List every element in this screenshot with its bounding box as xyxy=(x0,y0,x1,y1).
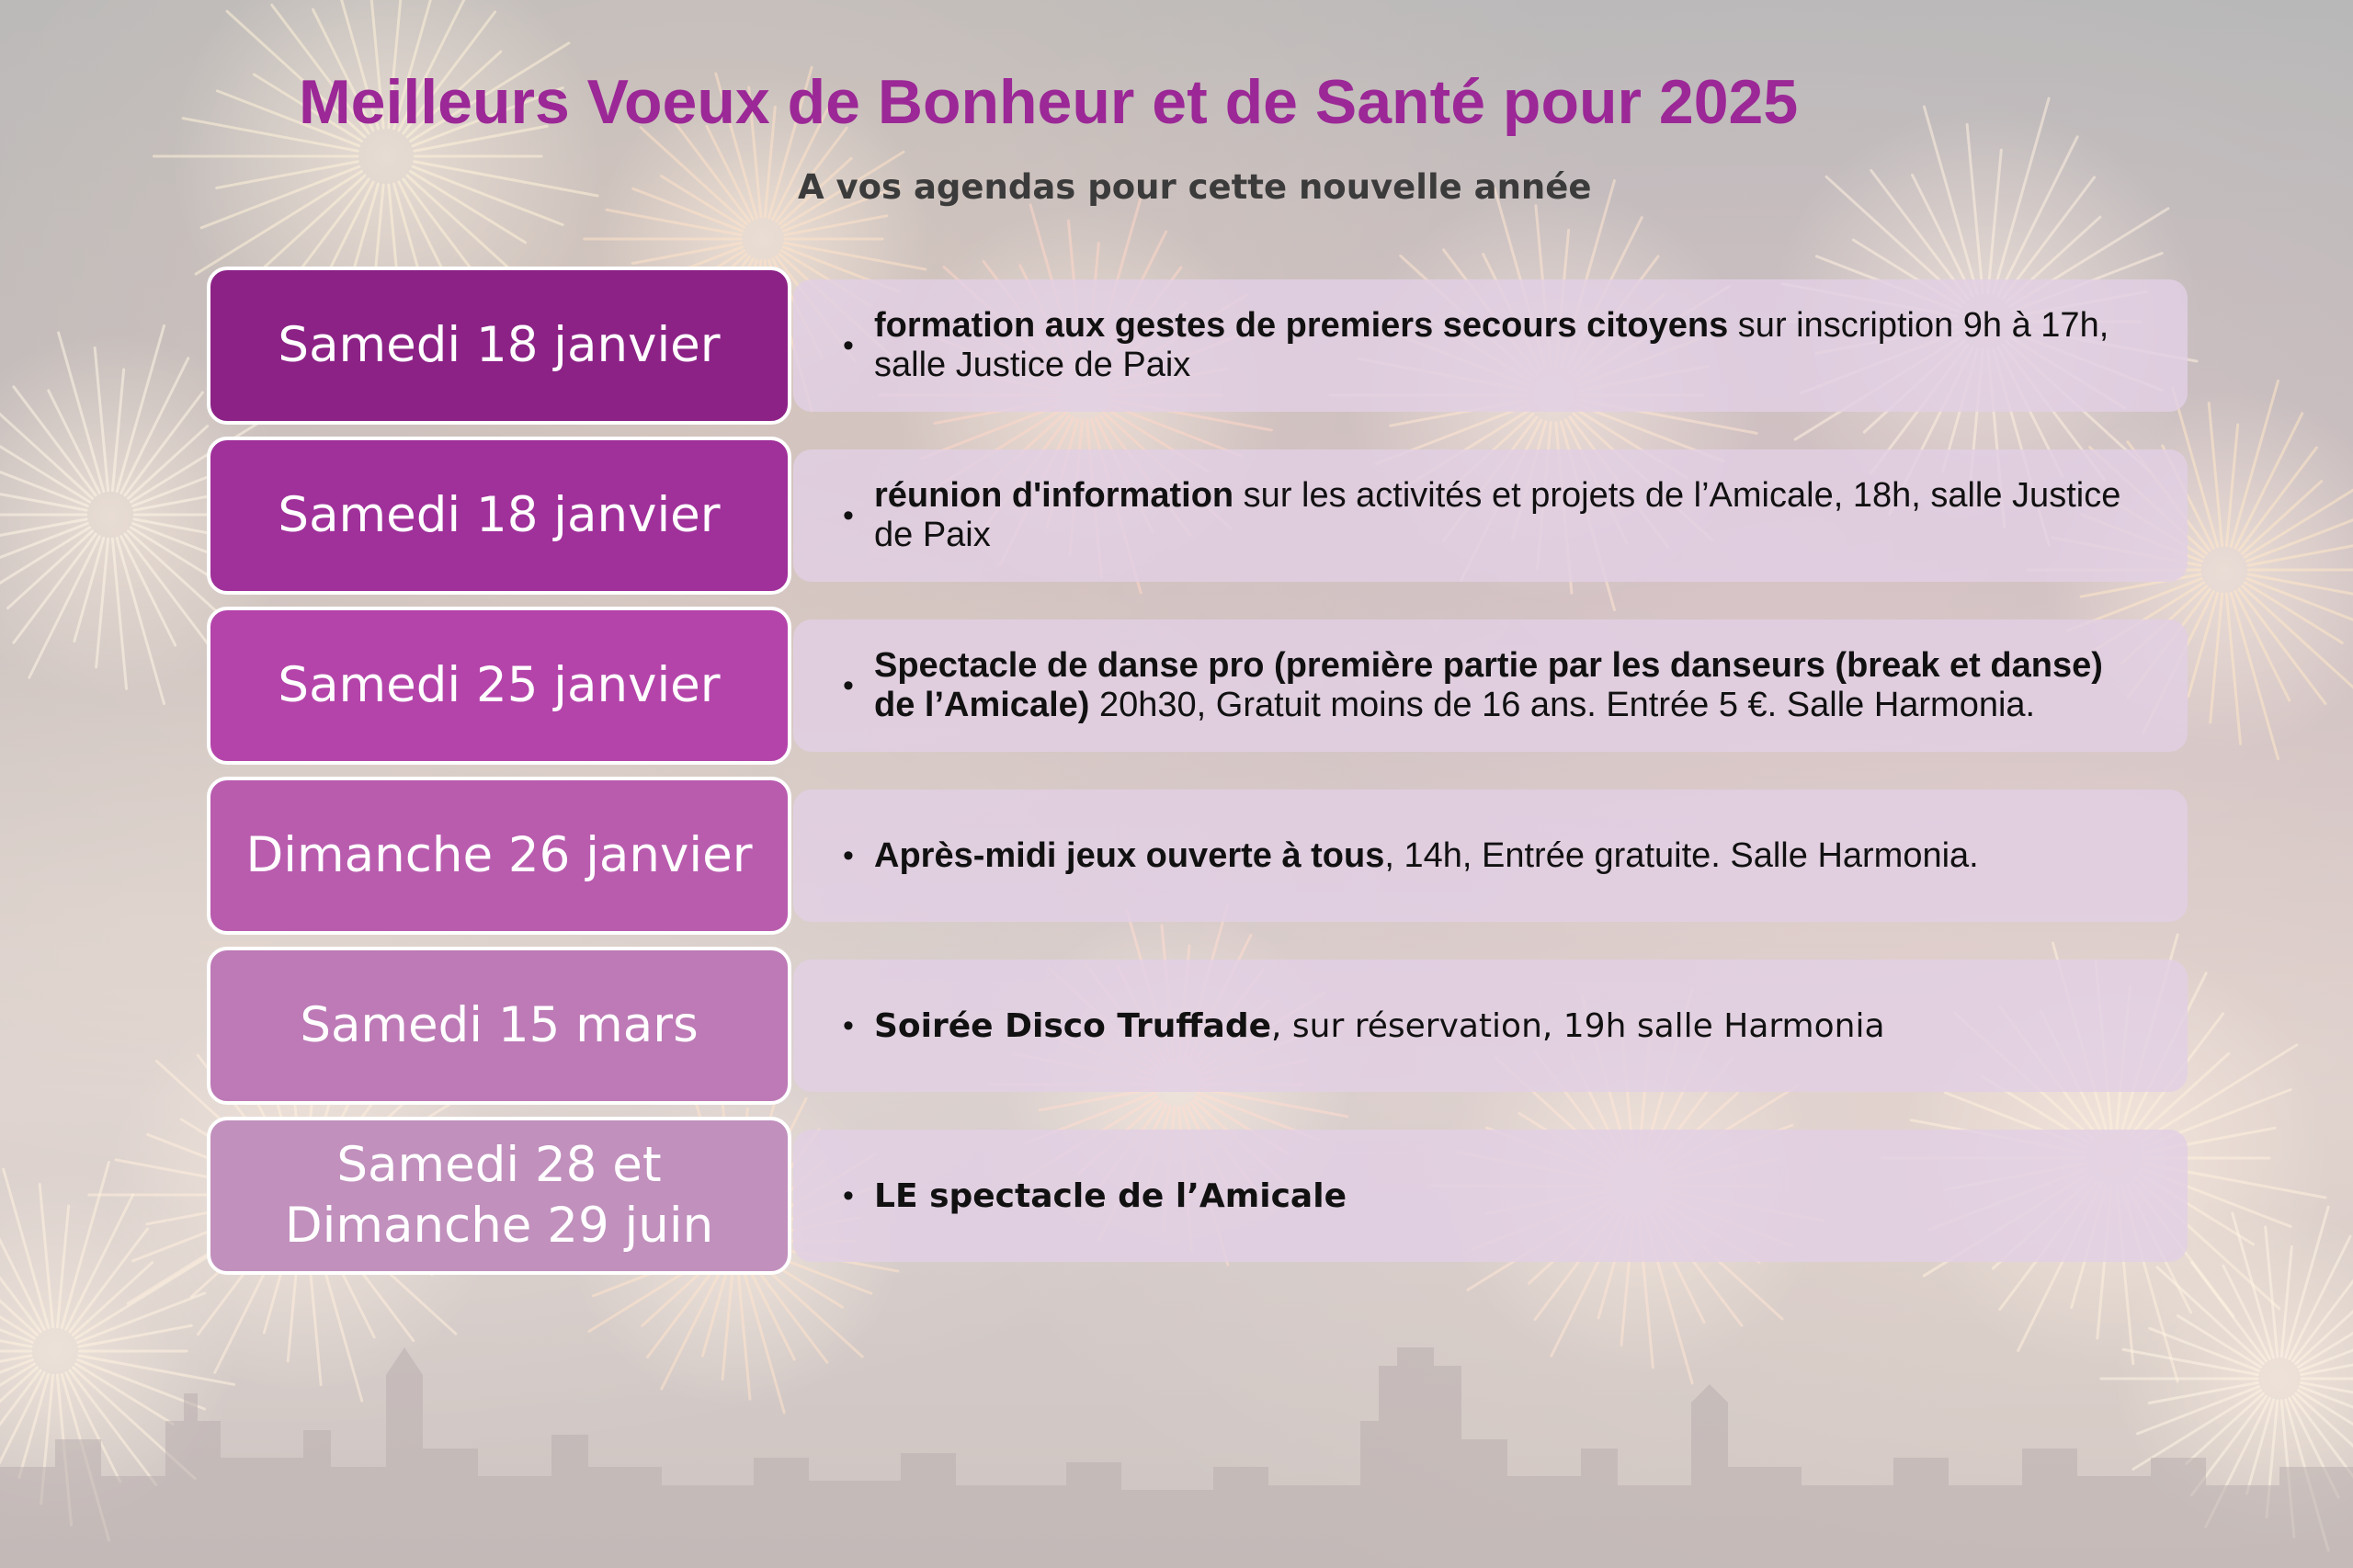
agenda-row xyxy=(207,777,2188,947)
event-text xyxy=(848,306,2123,385)
event-details: sur inscription 9h à 17h, salle Justice de Paix xyxy=(874,306,2109,384)
event-text xyxy=(848,1006,1885,1046)
event-description xyxy=(793,449,2188,582)
event-description xyxy=(793,790,2188,922)
event-text xyxy=(848,836,1979,876)
event-title: formation aux gestes de premiers secours citoyens xyxy=(874,306,1729,345)
event-details: , sur réservation, 19h salle Harmonia xyxy=(1271,1006,1885,1045)
event-text xyxy=(848,476,2123,555)
agenda-list xyxy=(207,267,2188,1287)
agenda-row xyxy=(207,1117,2188,1287)
event-title: Après-midi jeux ouverte à tous xyxy=(874,835,1385,875)
event-details: , 14h, Entrée gratuite. Salle Harmonia. xyxy=(1384,835,1979,875)
event-description xyxy=(793,619,2188,752)
bullet-icon: • xyxy=(843,837,854,873)
page-title: Meilleurs Voeux de Bonheur et de Santé pour 2025 xyxy=(299,67,1799,137)
city-skyline xyxy=(0,1237,2353,1568)
event-title: LE spectacle de l’Amicale xyxy=(874,1176,1347,1215)
bullet-icon: • xyxy=(843,1007,854,1043)
event-date: Samedi 28 et Dimanche 29 juin xyxy=(207,1117,791,1275)
agenda-row xyxy=(207,947,2188,1117)
event-date: Samedi 25 janvier xyxy=(207,607,791,765)
bullet-icon: • xyxy=(843,327,854,363)
bullet-icon: • xyxy=(843,667,854,703)
bullet-icon: • xyxy=(843,497,854,533)
bullet-icon: • xyxy=(843,1177,854,1213)
event-text xyxy=(848,646,2123,725)
event-date: Samedi 15 mars xyxy=(207,947,791,1105)
event-date: Samedi 18 janvier xyxy=(207,437,791,595)
event-details: sur les activités et projets de l’Amicale, 18h, salle Justice de Paix xyxy=(874,476,2121,554)
agenda-row xyxy=(207,607,2188,777)
agenda-row xyxy=(207,267,2188,437)
event-description xyxy=(793,279,2188,412)
event-title: Spectacle de danse pro (première partie par les danseurs (break et danse) de l’Amicale) xyxy=(874,646,2103,724)
event-details: 20h30, Gratuit moins de 16 ans. Entrée 5 €. Salle Harmonia. xyxy=(1089,686,2036,724)
event-description xyxy=(793,960,2188,1092)
agenda-row xyxy=(207,437,2188,607)
event-description xyxy=(793,1130,2188,1262)
event-date: Samedi 18 janvier xyxy=(207,267,791,425)
event-title: réunion d'information xyxy=(874,476,1234,515)
event-date: Dimanche 26 janvier xyxy=(207,777,791,935)
event-text xyxy=(848,1176,1347,1216)
page-subtitle: A vos agendas pour cette nouvelle année xyxy=(798,167,1592,207)
event-title: Soirée Disco Truffade xyxy=(874,1006,1271,1045)
